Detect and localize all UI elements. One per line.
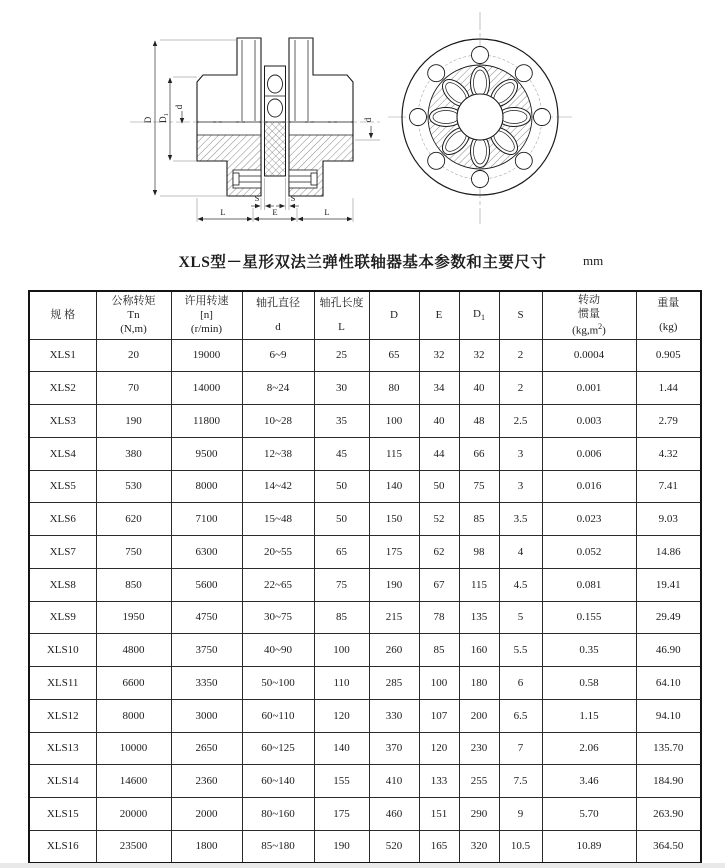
table-cell: XLS1 — [29, 339, 96, 372]
col-header-inertia-l3: $(kg,m^2)$ — [572, 321, 606, 337]
table-cell: XLS8 — [29, 568, 96, 601]
table-cell: XLS6 — [29, 503, 96, 536]
table-cell: 155 — [314, 765, 369, 798]
table-cell: 85~180 — [242, 830, 314, 863]
table-cell: XLS13 — [29, 732, 96, 765]
table-cell: 50 — [314, 503, 369, 536]
table-cell: 3.5 — [499, 503, 542, 536]
table-cell: 290 — [459, 798, 499, 831]
table-cell: 200 — [459, 699, 499, 732]
col-header-speed-l2: [n] — [200, 309, 213, 322]
table-cell: 120 — [419, 732, 459, 765]
bolt-section-left — [233, 170, 261, 188]
table-cell: 107 — [419, 699, 459, 732]
table-cell: 460 — [369, 798, 419, 831]
table-cell: 85 — [314, 601, 369, 634]
unit-label: mm — [583, 253, 604, 268]
col-header-bore-length-l1: 轴孔长度 — [319, 297, 364, 310]
table-cell: 0.0004 — [542, 339, 636, 372]
table-cell: 4 — [499, 536, 542, 569]
col-header-torque-l2: Tn — [127, 309, 140, 322]
page-title: XLS型－星形双法兰弹性联轴器基本参数和主要尺寸 — [178, 254, 547, 271]
col-header-D1-main: D — [473, 308, 481, 321]
table-cell: 175 — [314, 798, 369, 831]
table-cell: 67 — [419, 568, 459, 601]
table-cell: 133 — [419, 765, 459, 798]
table-cell: 75 — [459, 470, 499, 503]
table-cell: 4.5 — [499, 568, 542, 601]
table-cell: 80~160 — [242, 798, 314, 831]
dim-label-S-left: S — [254, 193, 260, 203]
table-cell: XLS9 — [29, 601, 96, 634]
table-cell: 40 — [459, 372, 499, 405]
table-cell: 0.006 — [542, 437, 636, 470]
table-cell: 184.90 — [636, 765, 701, 798]
table-cell: 850 — [96, 568, 171, 601]
table-cell: XLS5 — [29, 470, 96, 503]
table-body — [29, 339, 701, 863]
coupling-front-view — [388, 12, 572, 224]
table-cell: 0.58 — [542, 667, 636, 700]
table-cell: 19000 — [171, 339, 242, 372]
col-header-inertia-l1: 转动 — [578, 293, 600, 306]
table-cell: 30~75 — [242, 601, 314, 634]
col-header-D1-sub: 1 — [480, 313, 485, 323]
table-cell: XLS2 — [29, 372, 96, 405]
table-row — [29, 634, 701, 667]
table-cell: 15~48 — [242, 503, 314, 536]
table-cell: 2650 — [171, 732, 242, 765]
col-header-S — [499, 291, 542, 339]
table-cell: 7100 — [171, 503, 242, 536]
table-row — [29, 798, 701, 831]
table-cell: 22~65 — [242, 568, 314, 601]
col-header-weight-l2: (kg) — [659, 320, 678, 333]
col-header-D — [369, 291, 419, 339]
table-cell: 14.86 — [636, 536, 701, 569]
table-cell: 35 — [314, 405, 369, 438]
table-row — [29, 405, 701, 438]
table-cell: XLS7 — [29, 536, 96, 569]
table-cell: 50 — [419, 470, 459, 503]
table-row — [29, 339, 701, 372]
col-header-D1 — [459, 291, 499, 339]
col-header-bore-diameter — [242, 291, 314, 339]
table-cell: 12~38 — [242, 437, 314, 470]
table-cell: 115 — [369, 437, 419, 470]
table-cell: 2.5 — [499, 405, 542, 438]
table-cell: 0.001 — [542, 372, 636, 405]
table-cell: 10.5 — [499, 830, 542, 863]
table-cell: 410 — [369, 765, 419, 798]
table-cell: XLS16 — [29, 830, 96, 863]
col-header-bore-length — [314, 291, 369, 339]
table-cell: 140 — [314, 732, 369, 765]
table-cell: 2 — [499, 339, 542, 372]
table-cell: 4750 — [171, 601, 242, 634]
table-cell: 3350 — [171, 667, 242, 700]
table-cell: 60~110 — [242, 699, 314, 732]
col-header-torque-l1: 公称转矩 — [111, 294, 156, 307]
table-cell: 20~55 — [242, 536, 314, 569]
table-cell: 10000 — [96, 732, 171, 765]
table-row — [29, 372, 701, 405]
table-row — [29, 503, 701, 536]
table-cell: 20000 — [96, 798, 171, 831]
table-cell: XLS12 — [29, 699, 96, 732]
table-cell: 190 — [369, 568, 419, 601]
table-cell: 115 — [459, 568, 499, 601]
table-cell: 4.32 — [636, 437, 701, 470]
table-cell: 2.06 — [542, 732, 636, 765]
col-header-speed-l3: (r/min) — [190, 323, 223, 336]
table-cell: 0.081 — [542, 568, 636, 601]
col-header-speed-l1: 许用转速 — [184, 294, 229, 307]
table-row — [29, 536, 701, 569]
table-row — [29, 568, 701, 601]
dim-label-D1: $D_1$ — [158, 113, 170, 123]
table-cell: XLS11 — [29, 667, 96, 700]
dim-label-d-right: d — [363, 117, 373, 123]
table-cell: 8000 — [96, 699, 171, 732]
table-cell: 2000 — [171, 798, 242, 831]
table-cell: 23500 — [96, 830, 171, 863]
table-cell: 44 — [419, 437, 459, 470]
col-header-weight-l1: 重量 — [657, 297, 680, 310]
table-cell: 0.016 — [542, 470, 636, 503]
table-cell: 5 — [499, 601, 542, 634]
table-cell: 750 — [96, 536, 171, 569]
col-header-inertia — [542, 291, 636, 339]
table-cell: 14~42 — [242, 470, 314, 503]
table-cell: 98 — [459, 536, 499, 569]
dim-label-E: E — [272, 207, 278, 217]
col-header-D-label: D — [390, 309, 398, 322]
table-cell: 6.5 — [499, 699, 542, 732]
table-cell: 85 — [459, 503, 499, 536]
table-cell: 52 — [419, 503, 459, 536]
table-cell: 62 — [419, 536, 459, 569]
table-cell: 14000 — [171, 372, 242, 405]
table-cell: 29.49 — [636, 601, 701, 634]
table-cell: 1.44 — [636, 372, 701, 405]
col-header-torque-l3: (N,m) — [120, 323, 147, 336]
col-header-torque — [96, 291, 171, 339]
table-cell: 10.89 — [542, 830, 636, 863]
table-cell: 1950 — [96, 601, 171, 634]
table-cell: 0.905 — [636, 339, 701, 372]
table-cell: 50~100 — [242, 667, 314, 700]
table-row — [29, 765, 701, 798]
table-cell: 65 — [314, 536, 369, 569]
dim-label-d-left: d — [174, 104, 184, 110]
table-cell: 40~90 — [242, 634, 314, 667]
col-header-speed — [171, 291, 242, 339]
table-cell: 80 — [369, 372, 419, 405]
page-bottom-edge — [0, 863, 725, 868]
table-cell: 0.003 — [542, 405, 636, 438]
table-cell: 50 — [314, 470, 369, 503]
table-cell: 9500 — [171, 437, 242, 470]
table-cell: 8000 — [171, 470, 242, 503]
table-cell: 520 — [369, 830, 419, 863]
table-cell: 620 — [96, 503, 171, 536]
spec-table — [28, 290, 702, 864]
table-cell: 2360 — [171, 765, 242, 798]
table-row — [29, 667, 701, 700]
col-header-E — [419, 291, 459, 339]
table-cell: 1800 — [171, 830, 242, 863]
col-header-inertia-l2: 惯量 — [578, 308, 600, 321]
table-cell: 25 — [314, 339, 369, 372]
table-cell: 3750 — [171, 634, 242, 667]
table-cell: 60~140 — [242, 765, 314, 798]
table-cell: 40 — [419, 405, 459, 438]
table-cell: XLS14 — [29, 765, 96, 798]
table-cell: 190 — [96, 405, 171, 438]
table-cell: 3.46 — [542, 765, 636, 798]
table-cell: 5600 — [171, 568, 242, 601]
table-cell: 6 — [499, 667, 542, 700]
table-cell: 255 — [459, 765, 499, 798]
table-cell: 263.90 — [636, 798, 701, 831]
table-cell: 7.41 — [636, 470, 701, 503]
table-cell: 3 — [499, 470, 542, 503]
dim-label-D: D — [143, 116, 153, 124]
table-cell: 1.15 — [542, 699, 636, 732]
col-header-spec — [29, 291, 96, 339]
table-cell: 135.70 — [636, 732, 701, 765]
table-cell: 380 — [96, 437, 171, 470]
table-cell: XLS15 — [29, 798, 96, 831]
table-cell: 14600 — [96, 765, 171, 798]
col-header-S-label: S — [517, 309, 524, 322]
table-cell: 2.79 — [636, 405, 701, 438]
table-cell: 160 — [459, 634, 499, 667]
table-cell: 0.155 — [542, 601, 636, 634]
table-cell: 32 — [419, 339, 459, 372]
table-cell: 11800 — [171, 405, 242, 438]
table-cell: 7 — [499, 732, 542, 765]
table-cell: 6~9 — [242, 339, 314, 372]
coupling-technical-drawing — [0, 0, 725, 248]
col-header-spec-label: 规 格 — [50, 309, 76, 322]
table-cell: XLS3 — [29, 405, 96, 438]
table-cell: 135 — [459, 601, 499, 634]
table-cell: 110 — [314, 667, 369, 700]
table-cell: 46.90 — [636, 634, 701, 667]
table-cell: 100 — [314, 634, 369, 667]
table-cell: 9 — [499, 798, 542, 831]
table-cell: XLS10 — [29, 634, 96, 667]
table-cell: 215 — [369, 601, 419, 634]
table-cell: 0.35 — [542, 634, 636, 667]
col-header-weight — [636, 291, 701, 339]
table-cell: 175 — [369, 536, 419, 569]
table-cell: XLS4 — [29, 437, 96, 470]
table-row — [29, 830, 701, 863]
dim-label-L-left: L — [220, 207, 226, 217]
table-cell: 0.023 — [542, 503, 636, 536]
table-header — [29, 291, 701, 339]
table-cell: 320 — [459, 830, 499, 863]
table-cell: 70 — [96, 372, 171, 405]
table-cell: 120 — [314, 699, 369, 732]
table-cell: 7.5 — [499, 765, 542, 798]
table-cell: 0.052 — [542, 536, 636, 569]
table-row — [29, 437, 701, 470]
table-cell: 65 — [369, 339, 419, 372]
dim-label-S-right: S — [290, 193, 296, 203]
table-cell: 150 — [369, 503, 419, 536]
table-cell: 8~24 — [242, 372, 314, 405]
table-cell: 230 — [459, 732, 499, 765]
table-cell: 30 — [314, 372, 369, 405]
table-cell: 180 — [459, 667, 499, 700]
table-cell: 85 — [419, 634, 459, 667]
elastic-element-section — [265, 66, 286, 176]
table-cell: 165 — [419, 830, 459, 863]
table-cell: 330 — [369, 699, 419, 732]
table-cell: 48 — [459, 405, 499, 438]
table-cell: 32 — [459, 339, 499, 372]
table-row — [29, 470, 701, 503]
table-cell: 10~28 — [242, 405, 314, 438]
table-cell: 285 — [369, 667, 419, 700]
title-row — [0, 250, 725, 274]
table-cell: 100 — [419, 667, 459, 700]
table-cell: 6600 — [96, 667, 171, 700]
dim-label-L-right: L — [324, 207, 330, 217]
table-cell: 100 — [369, 405, 419, 438]
table-cell: 530 — [96, 470, 171, 503]
table-cell: 9.03 — [636, 503, 701, 536]
table-cell: 75 — [314, 568, 369, 601]
table-cell: 4800 — [96, 634, 171, 667]
col-header-bore-diameter-l1: 轴孔直径 — [256, 297, 300, 310]
coupling-section-view — [130, 38, 382, 222]
col-header-bore-length-l2: L — [338, 320, 345, 333]
table-cell: 64.10 — [636, 667, 701, 700]
table-row — [29, 601, 701, 634]
table-cell: 5.5 — [499, 634, 542, 667]
table-cell: 94.10 — [636, 699, 701, 732]
table-cell: 45 — [314, 437, 369, 470]
bolt-section-right — [289, 170, 317, 188]
table-cell: 3 — [499, 437, 542, 470]
table-cell: 140 — [369, 470, 419, 503]
table-cell: 19.41 — [636, 568, 701, 601]
table-cell: 260 — [369, 634, 419, 667]
table-cell: 5.70 — [542, 798, 636, 831]
table-cell: 34 — [419, 372, 459, 405]
table-cell: 370 — [369, 732, 419, 765]
table-cell: 60~125 — [242, 732, 314, 765]
table-row — [29, 732, 701, 765]
table-cell: 66 — [459, 437, 499, 470]
col-header-E-label: E — [435, 309, 443, 322]
table-cell: 20 — [96, 339, 171, 372]
table-cell: 151 — [419, 798, 459, 831]
table-cell: 190 — [314, 830, 369, 863]
table-row — [29, 699, 701, 732]
table-cell: 78 — [419, 601, 459, 634]
table-cell: 2 — [499, 372, 542, 405]
table-cell: 364.50 — [636, 830, 701, 863]
table-cell: 3000 — [171, 699, 242, 732]
col-header-bore-diameter-l2: d — [275, 320, 281, 333]
table-cell: 6300 — [171, 536, 242, 569]
